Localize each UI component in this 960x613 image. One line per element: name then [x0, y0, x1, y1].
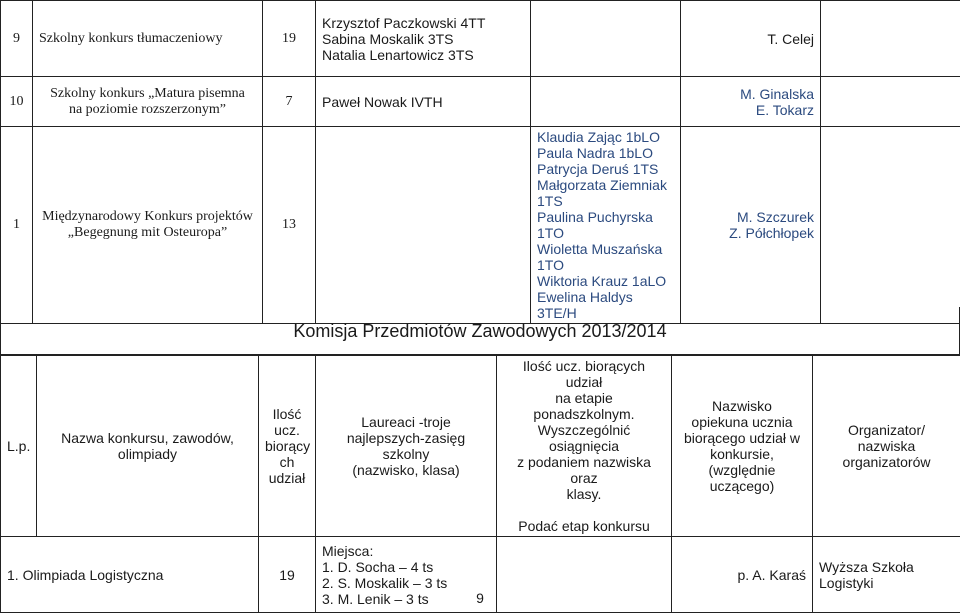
table-header-row: [1, 356, 960, 537]
row-organizer: [821, 77, 960, 127]
row-lp: 1: [1, 127, 33, 324]
row-competition-name: Szkolny konkurs „Matura pisemna na poziomie rozszerzonym”: [33, 77, 263, 127]
entry-tutor: p. A. Karaś: [672, 537, 813, 613]
header-organizer: Organizator/ nazwiska organizatorów: [813, 356, 960, 537]
row-participant-count: 7: [263, 77, 316, 127]
entry-competition-name: 1. Olimpiada Logistyczna: [1, 537, 259, 613]
section-title: Komisja Przedmiotów Zawodowych 2013/2014: [0, 307, 960, 355]
header-lp: L.p.: [1, 356, 37, 537]
table-row: [1, 127, 960, 324]
row-tutor: M. Szczurek Z. Półchłopek: [681, 127, 821, 324]
header-count: Ilość ucz. biorący ch udział: [259, 356, 316, 537]
row-lp: 10: [1, 77, 33, 127]
row-laureates: [316, 127, 531, 324]
row-laureates: Krzysztof Paczkowski 4TT Sabina Moskalik 3TS Natalia Lenartowicz 3TS: [316, 1, 531, 77]
header-name: Nazwa konkursu, zawodów, olimpiady: [37, 356, 259, 537]
header-tutor: Nazwisko opiekuna ucznia biorącego udział w konkursie, (względnie uczącego): [672, 356, 813, 537]
row-organizer: [821, 1, 960, 77]
table-row: [1, 1, 960, 77]
row-extra: Klaudia Zając 1bLO Paula Nadra 1bLO Patrycja Deruś 1TS Małgorzata Ziemniak 1TS Paulina Puchyrska 1TO Wioletta Muszańska 1TO Wiktoria Krauz 1aLO Ewelina Haldys 3TE/H: [531, 127, 681, 324]
row-competition-name: Szkolny konkurs tłumaczeniowy: [33, 1, 263, 77]
row-extra: [531, 77, 681, 127]
entry-participant-count: 19: [259, 537, 316, 613]
row-lp: 9: [1, 1, 33, 77]
row-laureates: Paweł Nowak IVTH: [316, 77, 531, 127]
entry-laureates: Miejsca: 1. D. Socha – 4 ts 2. S. Moskalik – 3 ts 3. M. Lenik – 3 ts: [316, 537, 497, 613]
table-row: [1, 77, 960, 127]
page-number: 9: [0, 590, 960, 606]
entry-organizer: Wyższa Szkoła Logistyki: [813, 537, 960, 613]
row-competition-name: Międzynarodowy Konkurs projektów „Begegnung mit Osteuropa”: [33, 127, 263, 324]
results-table-commission: [0, 355, 960, 613]
row-participant-count: 19: [263, 1, 316, 77]
row-extra: [531, 1, 681, 77]
header-laureates: Laureaci -troje najlepszych-zasięg szkolny (nazwisko, klasa): [316, 356, 497, 537]
row-participant-count: 13: [263, 127, 316, 324]
row-organizer: [821, 127, 960, 324]
row-tutor: T. Celej: [681, 1, 821, 77]
row-tutor: M. Ginalska E. Tokarz: [681, 77, 821, 127]
header-extra: Ilość ucz. biorących udział na etapie ponadszkolnym. Wyszczególnić osiągnięcia z podaniem nazwiska oraz klasy. Podać etap konkursu: [497, 356, 672, 537]
